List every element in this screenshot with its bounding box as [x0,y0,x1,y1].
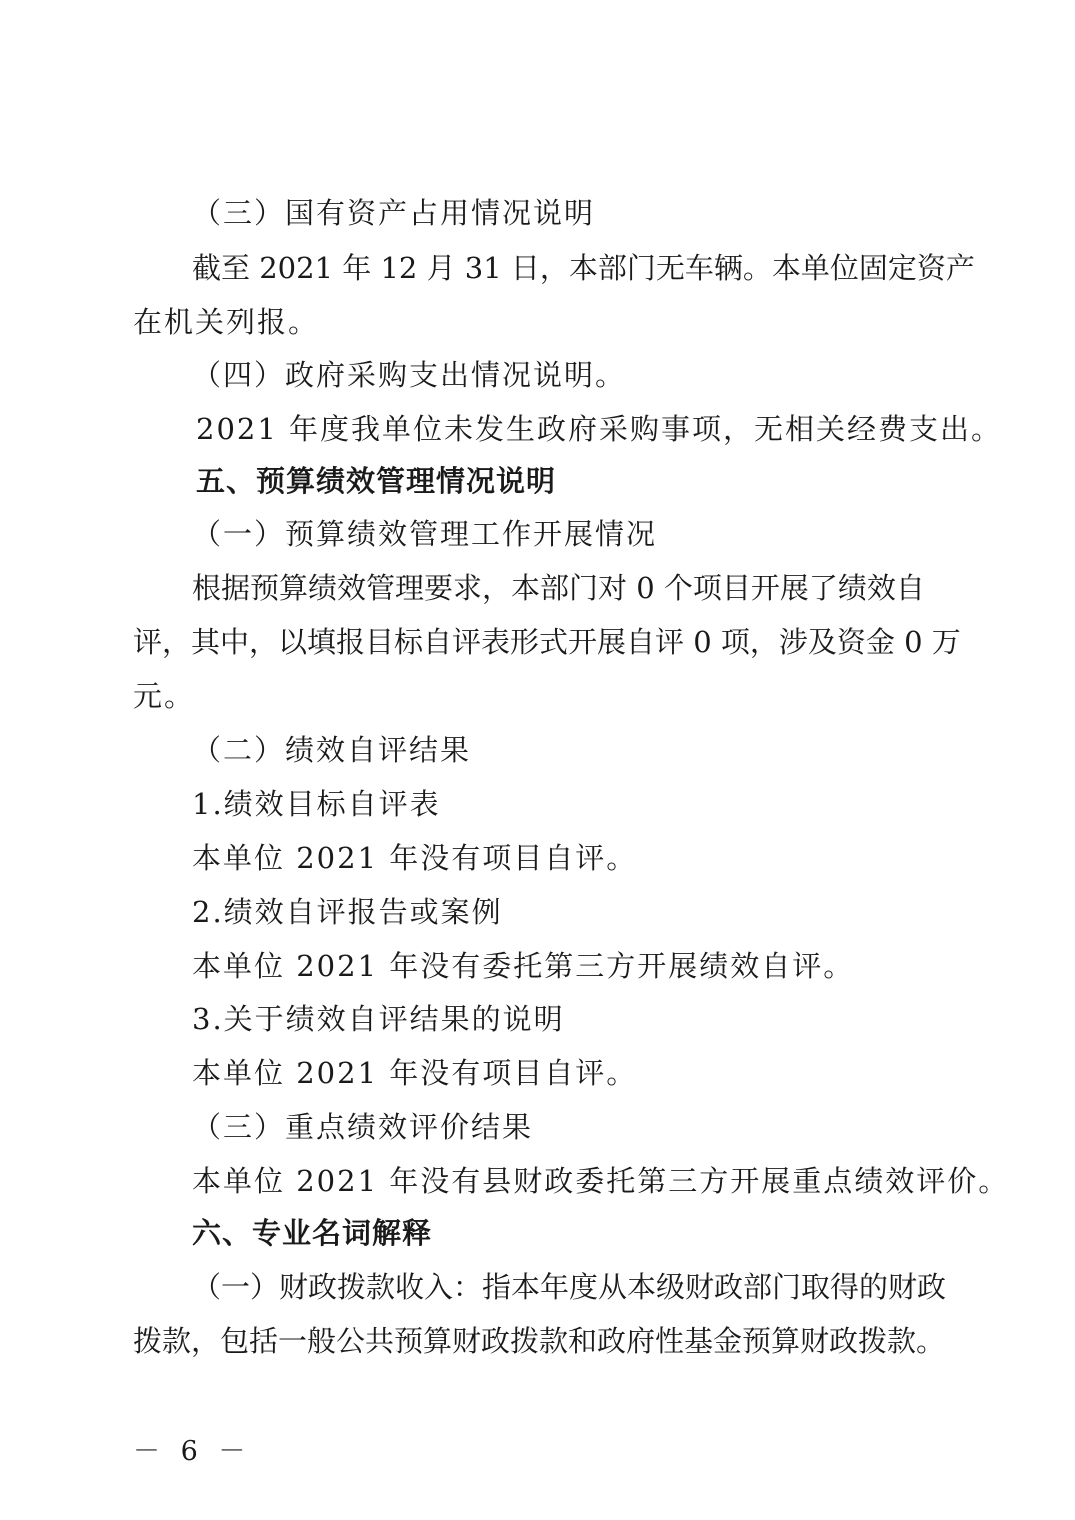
performance-subsection-1-heading: （一）预算绩效管理工作开展情况 [192,517,658,551]
performance-subsection-1-line-1: 根据预算绩效管理要求，本部门对 0 个项目开展了绩效自 [192,571,925,605]
self-eval-item-3-text: 本单位 2021 年没有项目自评。 [192,1056,638,1090]
performance-subsection-2-heading: （二）绩效自评结果 [192,733,472,767]
assets-paragraph-line-2: 在机关列报。 [133,305,320,339]
self-eval-item-1-title: 1.绩效目标自评表 [192,787,441,821]
self-eval-item-3-title: 3.关于绩效自评结果的说明 [192,1002,565,1036]
self-eval-item-2-title: 2.绩效自评报告或案例 [192,895,503,929]
procurement-paragraph: 2021 年度我单位未发生政府采购事项，无相关经费支出。 [196,412,1003,446]
performance-subsection-1-line-3: 元。 [133,679,196,713]
assets-paragraph-line-1: 截至 2021 年 12 月 31 日，本部门无车辆。本单位固定资产 [192,251,975,285]
assets-heading: （三）国有资产占用情况说明 [192,196,596,230]
procurement-heading: （四）政府采购支出情况说明。 [192,358,627,392]
self-eval-item-2-text: 本单位 2021 年没有委托第三方开展绩效自评。 [192,949,855,983]
terms-section-title: 六、专业名词解释 [192,1216,433,1250]
terms-item-1-line-2: 拨款，包括一般公共预算财政拨款和政府性基金预算财政拨款。 [133,1324,946,1358]
page-number: － 6 － [133,1436,252,1467]
performance-subsection-1-line-2: 评，其中，以填报目标自评表形式开展自评 0 项，涉及资金 0 万 [133,625,961,659]
self-eval-item-1-text: 本单位 2021 年没有项目自评。 [192,841,638,875]
performance-subsection-3-heading: （三）重点绩效评价结果 [192,1110,534,1144]
terms-item-1-line-1: （一）财政拨款收入：指本年度从本级财政部门取得的财政 [192,1270,947,1304]
performance-subsection-3-text: 本单位 2021 年没有县财政委托第三方开展重点绩效评价。 [192,1164,1010,1198]
performance-section-title: 五、预算绩效管理情况说明 [196,464,557,498]
